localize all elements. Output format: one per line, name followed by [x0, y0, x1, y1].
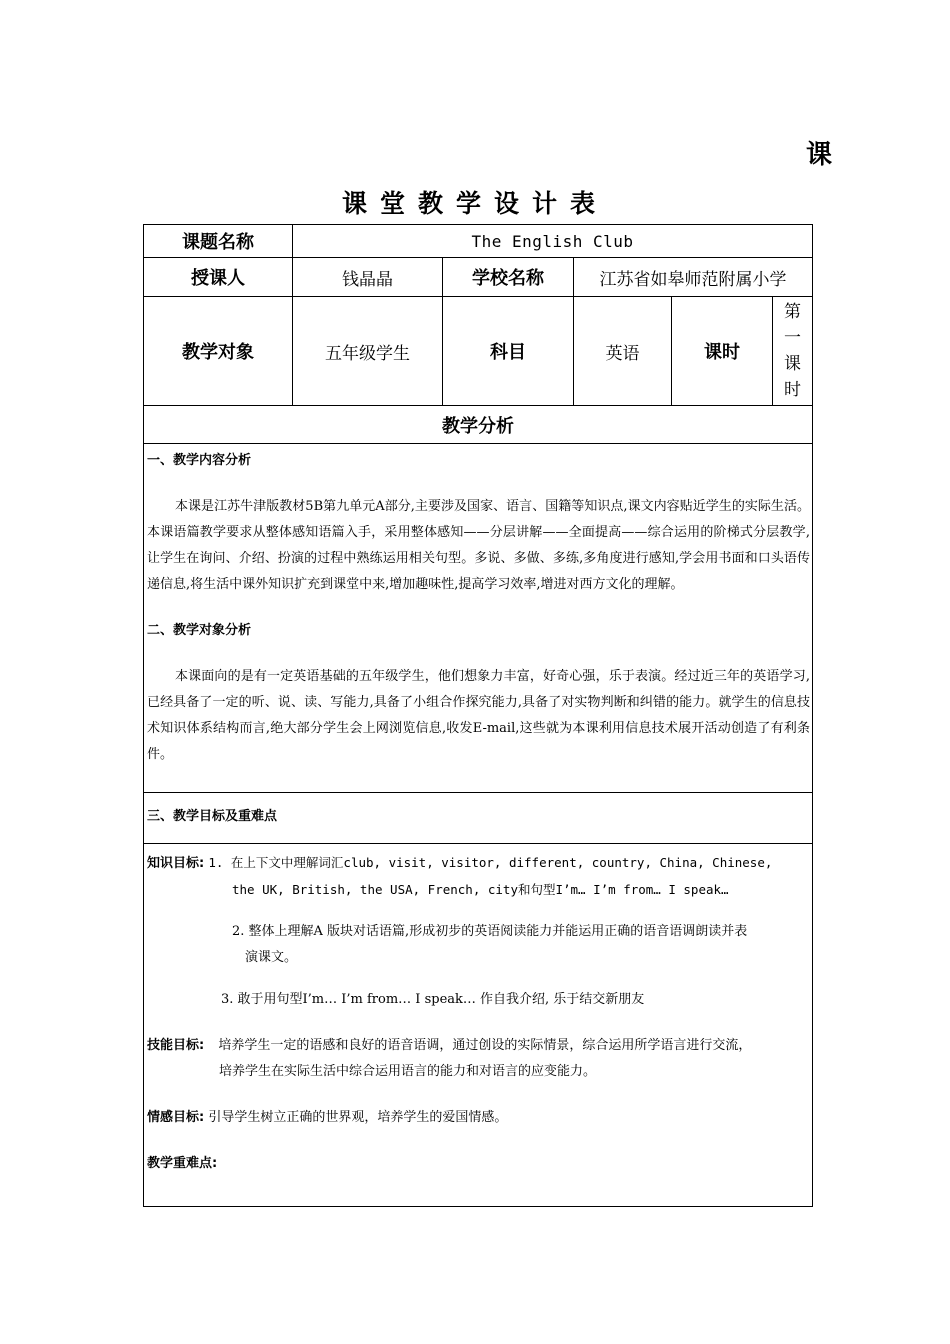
skill-text-2: 培养学生在实际生活中综合运用语言的能力和对语言的应变能力。 [219, 1064, 597, 1079]
knowledge-item-2b: 演课文。 [245, 950, 298, 965]
audience-label: 教学对象 [144, 297, 293, 406]
analysis-title: 教学分析 [144, 406, 813, 444]
content-analysis-row [144, 444, 813, 793]
subject-value: 英语 [574, 297, 672, 406]
content-analysis-heading: 一、教学内容分析 [147, 453, 252, 468]
school-label: 学校名称 [443, 258, 574, 297]
period-label: 课时 [672, 297, 773, 406]
audience-analysis-heading: 二、教学对象分析 [147, 623, 252, 638]
skill-line-1 [147, 1033, 810, 1059]
period-value: 第 一 课 时 [773, 297, 813, 406]
topic-label: 课题名称 [144, 225, 293, 258]
knowledge-item-1a: 1. 在上下文中理解词汇club, visit, visitor, different, country, China, Chinese, [208, 855, 773, 870]
analysis-title-row [144, 406, 813, 444]
knowledge-item-3: 3. 敢于用句型I’m… I’m from… I speak… 作自我介绍, 乐于结交新朋友 [221, 992, 645, 1007]
lesson-design-table [143, 224, 813, 1207]
topic-value: The English Club [293, 225, 813, 258]
objectives-heading-cell [144, 793, 813, 844]
knowledge-label: 知识目标: [147, 856, 205, 871]
key-points-label: 教学重难点: [147, 1156, 218, 1171]
corner-character: 课 [805, 140, 832, 170]
emotion-line [147, 1105, 810, 1131]
objectives-cell [144, 844, 813, 1207]
document-title: 课堂教学设计表 [341, 189, 608, 218]
objectives-row [144, 844, 813, 1207]
knowledge-item-1b: the UK, British, the USA, French, city和句型I’m… I’m from… I speak… [232, 882, 729, 897]
teacher-label: 授课人 [144, 258, 293, 297]
skill-label: 技能目标: [147, 1038, 205, 1053]
teacher-value: 钱晶晶 [293, 258, 443, 297]
audience-value: 五年级学生 [293, 297, 443, 406]
content-analysis-cell [144, 444, 813, 793]
emotion-text: 引导学生树立正确的世界观，培养学生的爱国情感。 [208, 1110, 508, 1125]
school-value: 江苏省如皋师范附属小学 [574, 258, 813, 297]
teacher-row [144, 258, 813, 297]
objectives-heading-row [144, 793, 813, 844]
subject-label: 科目 [443, 297, 574, 406]
skill-text-1: 培养学生一定的语感和良好的语音语调，通过创设的实际情景，综合运用所学语言进行交流， [218, 1038, 752, 1053]
audience-row [144, 297, 813, 406]
audience-analysis-text: 本课面向的是有一定英语基础的五年级学生，他们想象力丰富，好奇心强，乐于表演。经过近三年的英语学习,已经具备了一定的听、说、读、写能力,具备了小组合作探究能力,具备了对实物判断和纠错的能力。就学生的信息技术知识体系结构而言,绝大部分学生会上网浏览信息,收发E-mail,这些就为本课利用信息技术展开活动创造了有利条件。 [147, 669, 810, 762]
emotion-label: 情感目标: [147, 1110, 205, 1125]
topic-row [144, 225, 813, 258]
knowledge-line-1 [147, 850, 810, 877]
objectives-heading: 三、教学目标及重难点 [147, 809, 278, 824]
knowledge-item-2a: 2. 整体上理解A 版块对话语篇,形成初步的英语阅读能力并能运用正确的语音语调朗读并表 [232, 924, 748, 939]
content-analysis-text: 本课是江苏牛津版教材5B第九单元A部分,主要涉及国家、语言、国籍等知识点,课文内容贴近学生的实际生活。本课语篇教学要求从整体感知语篇入手，采用整体感知——分层讲解——全面提高——综合运用的阶梯式分层教学,让学生在询问、介绍、扮演的过程中熟练运用相关句型。多说、多做、多练,多角度进行感知,学会用书面和口头语传递信息,将生活中课外知识扩充到课堂中来,增加趣味性,提高学习效率,增进对西方文化的理解。 [147, 499, 810, 592]
